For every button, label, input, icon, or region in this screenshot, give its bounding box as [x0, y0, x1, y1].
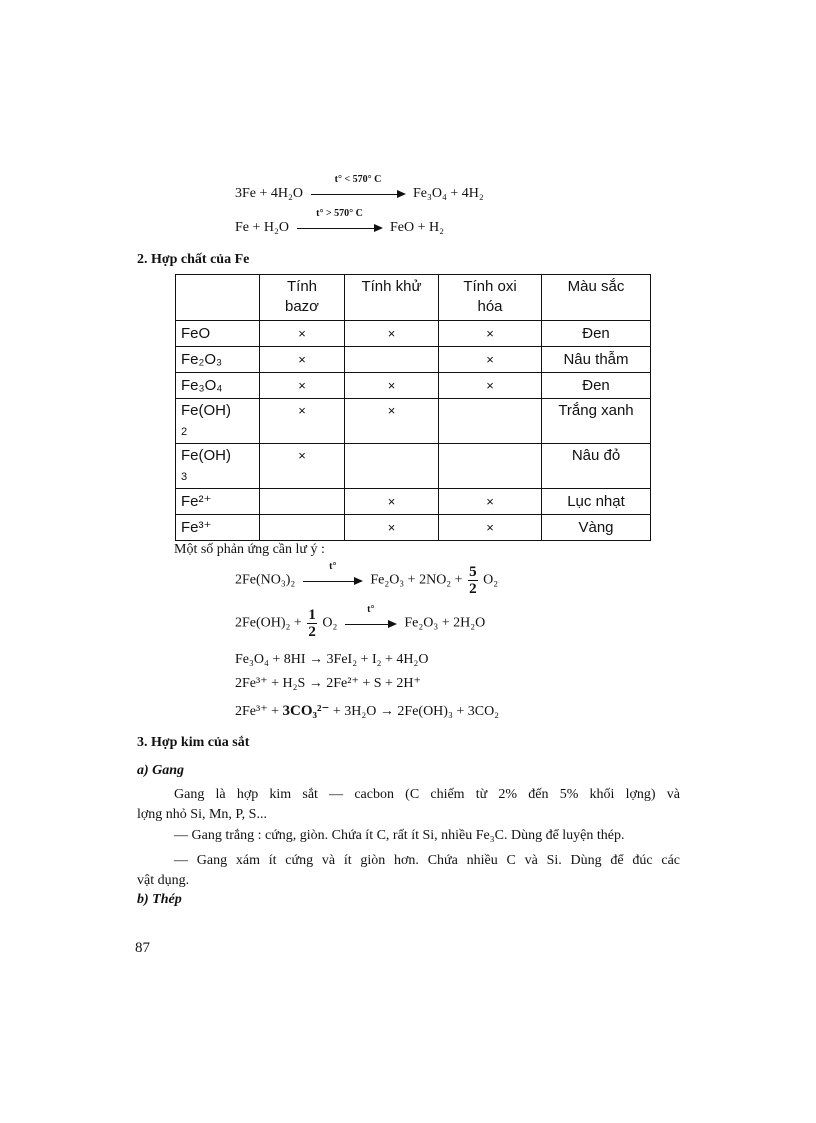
- table-cell-color: Đen: [542, 321, 651, 347]
- reaction-5-post: + 3H₂O → 2Fe(OH)₃ + 3CO₂: [332, 704, 500, 719]
- table-cell-mark: ×: [260, 321, 345, 347]
- table-cell-mark: ×: [439, 347, 542, 373]
- paragraph-1: [137, 785, 680, 825]
- subsection-a-title: a) Gang: [137, 763, 185, 778]
- table-cell-compound: Fe(OH) 2: [176, 399, 260, 444]
- equation-2-right: FeO + H₂: [390, 220, 444, 235]
- table-row: [176, 515, 651, 541]
- reaction-2: [235, 603, 486, 640]
- reaction-2-right: Fe₂O₃ + 2H₂O: [404, 615, 486, 631]
- table-header-bazo: Tính bazơ: [260, 275, 345, 321]
- reaction-arrow-icon: [297, 207, 383, 235]
- reaction-1-left: 2Fe(NO₃)₂: [235, 572, 296, 588]
- paragraph-3-line-1: — Gang xám ít cứng và ít giòn hơn. Chứa nhiều C và Si. Dùng để đúc các: [174, 853, 680, 868]
- paragraph-1-line-2: lợng nhỏ Si, Mn, P, S...: [137, 807, 267, 822]
- reaction-3: Fe₃O₄ + 8HI → 3FeI₂ + I₂ + 4H₂O: [235, 652, 429, 667]
- table-cell-color: Lục nhạt: [542, 489, 651, 515]
- table-cell-mark: ×: [260, 347, 345, 373]
- table-cell-color: Vàng: [542, 515, 651, 541]
- table-row: [176, 321, 651, 347]
- table-row: [176, 489, 651, 515]
- equation-1-left: 3Fe + 4H₂O: [235, 186, 303, 201]
- paragraph-2: — Gang trắng : cứng, giòn. Chứa ít C, rất ít Si, nhiều Fe₃C. Dùng để luyện thép.: [174, 828, 625, 843]
- equation-2: [235, 207, 444, 236]
- table-cell-color: Nâu thẫm: [542, 347, 651, 373]
- table-cell-mark: [260, 515, 345, 541]
- reaction-4: 2Fe³⁺ + H₂S → 2Fe²⁺ + S + 2H⁺: [235, 676, 421, 691]
- reaction-1-right: Fe₂O₃ + 2NO₂ +: [370, 572, 463, 588]
- table-cell-compound: Fe²⁺: [176, 489, 260, 515]
- table-cell-mark: ×: [345, 399, 439, 444]
- reaction-5-pre: 2Fe³⁺ +: [235, 704, 279, 719]
- reaction-arrow-icon: [303, 560, 363, 588]
- table-cell-mark: ×: [260, 373, 345, 399]
- paragraph-3: [137, 851, 680, 891]
- equation-1: [235, 173, 484, 202]
- table-cell-mark: [345, 444, 439, 489]
- iron-compounds-table: [175, 274, 651, 541]
- paragraph-3-line-2: vật dụng.: [137, 873, 190, 888]
- table-row: [176, 399, 651, 444]
- table-header-empty: [176, 275, 260, 321]
- reaction-arrow-icon: [311, 173, 406, 201]
- table-cell-mark: [439, 444, 542, 489]
- table-cell-mark: [260, 489, 345, 515]
- table-cell-color: Nâu đỏ: [542, 444, 651, 489]
- table-cell-mark: ×: [345, 321, 439, 347]
- reaction-2-after: O₂: [322, 615, 338, 631]
- section-3-title: 3. Hợp kim của sắt: [137, 735, 250, 750]
- table-cell-compound: Fe₃O₄: [176, 373, 260, 399]
- page-number: 87: [135, 940, 150, 956]
- table-cell-color: Đen: [542, 373, 651, 399]
- table-cell-mark: ×: [439, 321, 542, 347]
- table-header-oxihoa: Tính oxi hóa: [439, 275, 542, 321]
- table-cell-compound: Fe³⁺: [176, 515, 260, 541]
- table-cell-mark: ×: [260, 399, 345, 444]
- equation-1-right: Fe₃O₄ + 4H₂: [413, 186, 484, 201]
- table-cell-mark: ×: [439, 373, 542, 399]
- table-header-color: Màu sắc: [542, 275, 651, 321]
- equation-1-condition: t° < 570° C: [334, 173, 382, 185]
- table-row: [176, 347, 651, 373]
- reaction-2-condition: t°: [367, 603, 375, 615]
- table-cell-mark: ×: [345, 515, 439, 541]
- table-cell-mark: ×: [439, 489, 542, 515]
- reaction-5-carbonate: 3CO₃²⁻: [282, 703, 330, 719]
- reactions-intro: Một số phản ứng cần lư ý :: [174, 542, 325, 557]
- table-cell-color: Trắng xanh: [542, 399, 651, 444]
- reaction-1-condition: t°: [329, 560, 337, 572]
- table-cell-compound: FeO: [176, 321, 260, 347]
- reaction-2-left: 2Fe(OH)₂ +: [235, 615, 302, 631]
- table-header-khu: Tính khử: [345, 275, 439, 321]
- reaction-1-after: O₂: [483, 572, 499, 588]
- reaction-arrow-icon: [345, 603, 397, 631]
- paragraph-1-line-1: Gang là hợp kim sắt — cacbon (C chiếm từ 2% đến 5% khối lợng) và: [174, 787, 680, 802]
- fraction: [468, 564, 478, 597]
- table-cell-mark: [345, 347, 439, 373]
- fraction-numerator: 5: [469, 564, 477, 580]
- reaction-1: [235, 560, 499, 597]
- equation-2-condition: t° > 570° C: [316, 207, 363, 219]
- equation-2-left: Fe + H₂O: [235, 220, 289, 235]
- table-cell-mark: ×: [345, 489, 439, 515]
- section-2-title: 2. Hợp chất của Fe: [137, 252, 250, 267]
- table-cell-mark: ×: [439, 515, 542, 541]
- table-header-row: [176, 275, 651, 321]
- table-cell-compound: Fe₂O₃: [176, 347, 260, 373]
- reaction-5: [235, 701, 499, 720]
- fraction: [307, 607, 317, 640]
- fraction-denominator: 2: [469, 581, 477, 597]
- fraction-numerator: 1: [308, 607, 316, 623]
- table-cell-compound: Fe(OH) 3: [176, 444, 260, 489]
- table-cell-mark: [439, 399, 542, 444]
- table-cell-mark: ×: [260, 444, 345, 489]
- table-cell-mark: ×: [345, 373, 439, 399]
- fraction-denominator: 2: [308, 624, 316, 640]
- table-row: [176, 373, 651, 399]
- subsection-b-title: b) Thép: [137, 892, 182, 907]
- table-row: [176, 444, 651, 489]
